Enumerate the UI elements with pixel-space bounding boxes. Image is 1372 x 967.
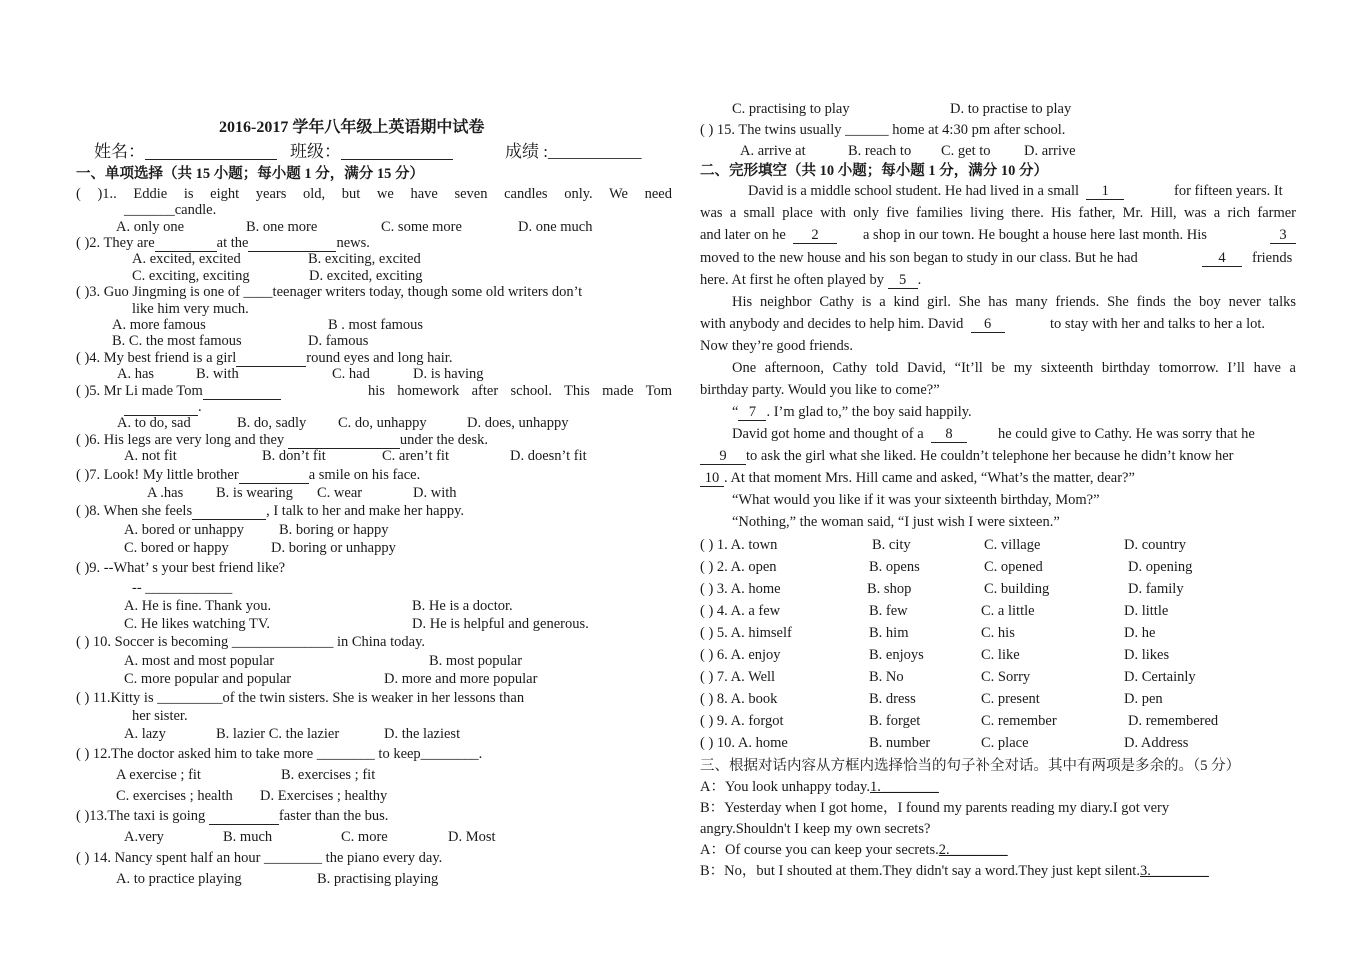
q6-option-c: C. aren’t fit xyxy=(382,448,449,464)
passage-line: birthday party. Would you like to come?” xyxy=(700,382,940,398)
cloze-q6-c: C. like xyxy=(981,647,1020,663)
q9-answer-line: -- ____________ xyxy=(132,580,233,596)
q10-option-c: C. more popular and popular xyxy=(124,671,292,687)
q3-option-a: A. more famous xyxy=(112,317,206,333)
blank-9: 9 xyxy=(700,449,746,465)
q14-option-b: B. practising playing xyxy=(317,871,439,887)
cloze-q8: ( ) 8. A. book xyxy=(700,691,778,707)
q7-stem: ( )7. Look! My little brother a smile on his face. xyxy=(76,467,421,483)
q6-option-b: B. don’t fit xyxy=(262,448,326,464)
q6-option-a: A. not fit xyxy=(124,448,177,464)
passage-line: to stay with her and talks to her a lot. xyxy=(1050,316,1266,332)
q8-option-d: D. boring or unhappy xyxy=(271,540,396,556)
q14-option-a: A. to practice playing xyxy=(116,871,242,887)
cloze-q3-c: C. building xyxy=(984,581,1050,597)
q10-stem: ( ) 10. Soccer is becoming ______________ in China today. xyxy=(76,634,426,650)
cloze-q2-c: C. opened xyxy=(984,559,1043,575)
q14-option-c: C. practising to play xyxy=(732,101,850,117)
cloze-q6: ( ) 6. A. enjoy xyxy=(700,647,781,663)
cloze-q10-b: B. number xyxy=(869,735,931,751)
passage-line: moved to the new house and his son began to study in our class. But he had xyxy=(700,250,1138,266)
q13-option-b: B. much xyxy=(223,829,273,845)
passage-line: “What would you like if it was your sixteenth birthday, Mom?” xyxy=(732,492,1100,508)
q7-option-d: D. with xyxy=(413,485,457,501)
class-label: 班级： xyxy=(290,143,453,160)
q2-option-d: D. excited, exciting xyxy=(309,268,423,284)
q4-option-a: A. has xyxy=(117,366,155,382)
q12-stem: ( ) 12.The doctor asked him to take more ________ to keep________. xyxy=(76,746,483,762)
blank-8: 8 xyxy=(931,427,967,443)
q5-option-c: C. do, unhappy xyxy=(338,415,427,431)
q8-option-c: C. bored or happy xyxy=(124,540,229,556)
cloze-q1-b: B. city xyxy=(872,537,911,553)
q9-option-c: C. He likes watching TV. xyxy=(124,616,271,632)
passage-line: Now they’re good friends. xyxy=(700,338,854,354)
q3-option-b: B . most famous xyxy=(328,317,424,333)
blank-5: 5 xyxy=(888,273,918,289)
q11-option-bc: B. lazier C. the lazier xyxy=(216,726,340,742)
cloze-q9: ( ) 9. A. forgot xyxy=(700,713,784,729)
q8-option-a: A. bored or unhappy xyxy=(124,522,245,538)
blank-10: 10 xyxy=(700,471,724,487)
cloze-q3: ( ) 3. A. home xyxy=(700,581,781,597)
q15-stem: ( ) 15. The twins usually ______ home at 4:30 pm after school. xyxy=(700,122,1066,138)
dialog-line: B：Yesterday when I got home，I found my parents reading my diary.I got very xyxy=(700,800,1170,816)
q12-option-d: D. Exercises ; healthy xyxy=(260,788,388,804)
score-label: 成绩 :___________ xyxy=(505,142,642,161)
passage-line: friends xyxy=(1252,250,1293,266)
q5-stem-right: his homework after school. This made Tom xyxy=(368,383,672,399)
blank-6: 6 xyxy=(971,317,1005,333)
cloze-q8-b: B. dress xyxy=(869,691,916,707)
q1-option-b: B. one more xyxy=(246,219,318,235)
q3-option-c: B. C. the most famous xyxy=(112,333,242,349)
q4-option-d: D. is having xyxy=(413,366,484,382)
q14-stem: ( ) 14. Nancy spent half an hour ________ the piano every day. xyxy=(76,850,443,866)
cloze-q4-d: D. little xyxy=(1124,603,1169,619)
cloze-q7: ( ) 7. A. Well xyxy=(700,669,776,685)
q1-stem: ( )1.. Eddie is eight years old, but we have seven candles only. We need xyxy=(76,186,672,202)
q1-option-a: A. only one xyxy=(116,219,185,235)
dialog-line: A：You look unhappy today.1.________ xyxy=(700,779,939,795)
passage-line: David got home and thought of a 8 xyxy=(732,426,967,443)
section2-header: 二、完形填空（共 10 小题；每小题 1 分，满分 10 分） xyxy=(700,163,1048,179)
q13-stem: ( )13.The taxi is going faster than the bus. xyxy=(76,808,389,824)
q3-stem: ( )3. Guo Jingming is one of ____teenager writers today, though some old writers don’t xyxy=(76,284,583,300)
cloze-q10-d: D. Address xyxy=(1124,735,1189,751)
q2-stem: ( )2. They are at the news. xyxy=(76,235,370,251)
blank-3: 3 xyxy=(1270,227,1296,244)
passage-line: His neighbor Cathy is a kind girl. She has many friends. She finds the boy never talks xyxy=(732,294,1296,310)
cloze-q1: ( ) 1. A. town xyxy=(700,537,778,553)
q12-option-c: C. exercises ; health xyxy=(116,788,233,804)
q10-option-a: A. most and most popular xyxy=(124,653,275,669)
cloze-q5: ( ) 5. A. himself xyxy=(700,625,792,641)
cloze-q10: ( ) 10. A. home xyxy=(700,735,788,751)
q11-option-a: A. lazy xyxy=(124,726,166,742)
blank-2: 2 xyxy=(793,228,837,244)
passage-line: for fifteen years. It xyxy=(1174,183,1283,199)
q3-option-d: D. famous xyxy=(308,333,369,349)
q3-stem-cont: like him very much. xyxy=(132,301,249,317)
cloze-q5-c: C. his xyxy=(981,625,1015,641)
passage-line: a shop in our town. He bought a house here last month. His xyxy=(863,227,1207,243)
passage-line: here. At first he often played by 5 . xyxy=(700,272,922,288)
cloze-q9-d: D. remembered xyxy=(1128,713,1219,729)
q10-option-b: B. most popular xyxy=(429,653,523,669)
q4-option-c: C. had xyxy=(332,366,370,382)
q2-option-b: B. exciting, excited xyxy=(308,251,421,267)
passage-line: 10 . At that moment Mrs. Hill came and asked, “What’s the matter, dear?” xyxy=(700,470,1135,487)
passage-line: “Nothing,” the woman said, “I just wish I were sixteen.” xyxy=(732,514,1060,530)
q15-option-d: D. arrive xyxy=(1024,143,1076,159)
q6-stem: ( )6. His legs are very long and they under the desk. xyxy=(76,432,488,448)
cloze-q5-d: D. he xyxy=(1124,625,1156,641)
cloze-q5-b: B. him xyxy=(869,625,909,641)
cloze-q4-b: B. few xyxy=(869,603,908,619)
cloze-q8-c: C. present xyxy=(981,691,1040,707)
q7-option-c: C. wear xyxy=(317,485,363,501)
q1-option-d: D. one much xyxy=(518,219,593,235)
cloze-q3-d: D. family xyxy=(1128,581,1184,597)
q11-stem: ( ) 11.Kitty is _________of the twin sisters. She is weaker in her lessons than xyxy=(76,690,525,706)
q2-option-a: A. excited, excited xyxy=(132,251,241,267)
cloze-q8-d: D. pen xyxy=(1124,691,1163,707)
q12-option-b: B. exercises ; fit xyxy=(281,767,376,783)
section3-header: 三、根据对话内容从方框内选择恰当的句子补全对话。其中有两项是多余的。（5 分） xyxy=(700,758,1241,774)
passage-line: David is a middle school student. He had lived in a small 1 xyxy=(748,183,1124,200)
cloze-q6-b: B. enjoys xyxy=(869,647,924,663)
q4-stem: ( )4. My best friend is a girl round eyes and long hair. xyxy=(76,350,453,366)
blank-7: 7 xyxy=(738,405,766,421)
q5-option-b: B. do, sadly xyxy=(237,415,307,431)
passage-line: he could give to Cathy. He was sorry that he xyxy=(998,426,1255,442)
cloze-q2-b: B. opens xyxy=(869,559,920,575)
q1-option-c: C. some more xyxy=(381,219,462,235)
q9-stem: ( )9. --What’ s your best friend like? xyxy=(76,560,286,576)
q9-option-a: A. He is fine. Thank you. xyxy=(124,598,272,614)
cloze-q10-c: C. place xyxy=(981,735,1029,751)
q11-option-d: D. the laziest xyxy=(384,726,461,742)
q1-stem-cont: _______candle. xyxy=(124,202,217,218)
q13-option-d: D. Most xyxy=(448,829,496,845)
cloze-q2: ( ) 2. A. open xyxy=(700,559,777,575)
passage-line: was a small place with only five families living there. His father, Mr. Hill, was a rich farmer xyxy=(700,205,1296,221)
q9-option-d: D. He is helpful and generous. xyxy=(412,616,589,632)
q7-option-b: B. is wearing xyxy=(216,485,293,501)
q7-option-a: A .has xyxy=(147,485,184,501)
cloze-q6-d: D. likes xyxy=(1124,647,1170,663)
cloze-q7-c: C. Sorry xyxy=(981,669,1031,685)
q4-option-b: B. with xyxy=(196,366,239,382)
q5-blank: . xyxy=(124,399,202,416)
blank-1: 1 xyxy=(1086,184,1124,200)
q8-option-b: B. boring or happy xyxy=(279,522,389,538)
cloze-q1-d: D. country xyxy=(1124,537,1187,553)
blank-4: 4 xyxy=(1202,250,1242,267)
q9-option-b: B. He is a doctor. xyxy=(412,598,513,614)
passage-line: One afternoon, Cathy told David, “It’ll be my sixteenth birthday tomorrow. I’ll have a xyxy=(732,360,1296,376)
name-label: 姓名： xyxy=(94,143,277,160)
dialog-line: angry.Shouldn't I keep my own secrets? xyxy=(700,821,931,837)
q2-option-c: C. exciting, exciting xyxy=(132,268,250,284)
q15-option-b: B. reach to xyxy=(848,143,912,159)
passage-line: and later on he 2 xyxy=(700,227,837,244)
cloze-q7-b: B. No xyxy=(869,669,904,685)
q13-option-a: A.very xyxy=(124,829,164,845)
q8-stem: ( )8. When she feels , I talk to her and make her happy. xyxy=(76,503,465,519)
dialog-line: B：No，but I shouted at them.They didn't say a word.They just kept silent.3.________ xyxy=(700,863,1209,879)
cloze-q2-d: D. opening xyxy=(1128,559,1193,575)
passage-line: “ 7 . I’m glad to,” the boy said happily. xyxy=(732,404,972,420)
dialog-line: A：Of course you can keep your secrets.2.________ xyxy=(700,842,1008,858)
q15-option-a: A. arrive at xyxy=(740,143,806,159)
passage-line: 9 to ask the girl what she liked. He couldn’t telephone her because he didn’t know her xyxy=(700,448,1234,465)
cloze-q4: ( ) 4. A. a few xyxy=(700,603,781,619)
page-title: 2016-2017 学年八年级上英语期中试卷 xyxy=(219,119,485,136)
q13-option-c: C. more xyxy=(341,829,388,845)
q15-option-c: C. get to xyxy=(941,143,991,159)
cloze-q3-b: B. shop xyxy=(867,581,912,597)
q5-stem: ( )5. Mr Li made Tom xyxy=(76,383,281,400)
q5-option-d: D. does, unhappy xyxy=(467,415,569,431)
q5-option-a: A. to do, sad xyxy=(117,415,191,431)
q14-option-d: D. to practise to play xyxy=(950,101,1072,117)
cloze-q7-d: D. Certainly xyxy=(1124,669,1196,685)
cloze-q4-c: C. a little xyxy=(981,603,1035,619)
cloze-q9-c: C. remember xyxy=(981,713,1057,729)
q12-option-a: A exercise ; fit xyxy=(116,767,201,783)
cloze-q1-c: C. village xyxy=(984,537,1041,553)
passage-line: with anybody and decides to help him. David 6 xyxy=(700,316,1005,333)
q11-stem-cont: her sister. xyxy=(132,708,188,724)
q10-option-d: D. more and more popular xyxy=(384,671,538,687)
cloze-q9-b: B. forget xyxy=(869,713,921,729)
q6-option-d: D. doesn’t fit xyxy=(510,448,587,464)
section1-header: 一、单项选择（共 15 小题；每小题 1 分，满分 15 分） xyxy=(76,166,424,182)
